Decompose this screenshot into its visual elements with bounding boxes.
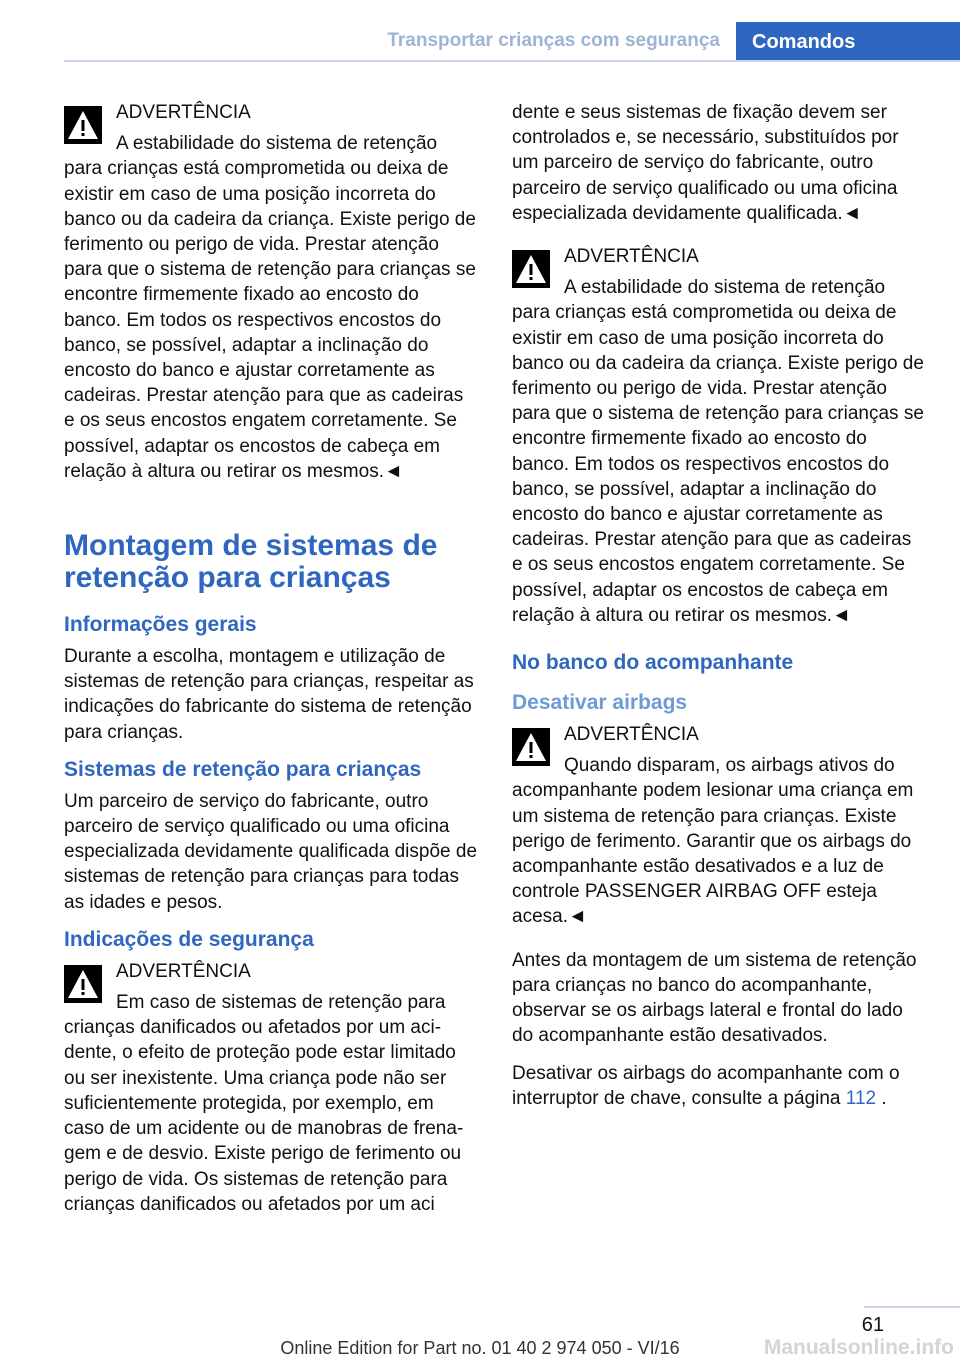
warning-icon	[512, 250, 550, 288]
paragraph-restraint-systems: Um parceiro de serviço do fabricante, outro parceiro de serviço qualificado ou uma oficina especializada devidamente qualificada dispõe de sistemas de retenção para crianças para todas as idades e pesos.	[64, 790, 478, 913]
paragraph-deactivate	[512, 1061, 926, 1111]
section-heading: Montagem de sistemas de retenção para crianças	[64, 529, 438, 595]
warning-icon	[64, 965, 102, 1003]
warning-block	[512, 244, 926, 628]
running-header-section: Transportar crianças com segurança	[387, 30, 720, 51]
subheading-passenger-seat: No banco do acompanhante	[512, 651, 794, 675]
header-rule	[64, 60, 960, 62]
warning-block	[64, 959, 478, 1217]
warning-title: ADVERTÊNCIA	[564, 724, 699, 746]
paragraph-deactivate-end: .	[876, 1087, 887, 1109]
warning-text: Em caso de sistemas de retenção para crianças danificados ou afetados por um acidente, o efeito de proteção pode estar limitado ou ser inexistente. Uma criança pode não ser suficientemente protegida, por exemplo, em caso de um acidente ou de manobras de frenagem e de desvio. Existe perigo de ferimento ou perigo de vida. Os sistemas de retenção para crianças danificados ou afetados por um aci	[64, 992, 464, 1215]
watermark: Manualsonline.info	[763, 1336, 954, 1359]
warning-icon	[64, 106, 102, 144]
warning-title: ADVERTÊNCIA	[116, 960, 251, 982]
paragraph-continuation: dente e seus sistemas de fixação devem ser controlados e, se necessário, substituídos por um parceiro de serviço do fabricante, outro parceiro de serviço qualificado ou uma oficina especializada devidamente qualificada.◄	[512, 102, 899, 224]
footer-edition: Online Edition for Part no. 01 40 2 974 050 - VI/16	[280, 1338, 680, 1358]
paragraph-deactivate-text: Desativar os airbags do acompanhante com o interruptor de chave, consulte a página	[512, 1062, 900, 1109]
warning-title: ADVERTÊNCIA	[564, 246, 699, 268]
subheading-safety-notes: Indicações de segurança	[64, 927, 314, 951]
footer-rule	[864, 1306, 960, 1308]
subheading-restraint-systems: Sistemas de retenção para crianças	[64, 757, 422, 781]
warning-title: ADVERTÊNCIA	[116, 102, 251, 123]
paragraph-general-info: Durante a escolha, montagem e utilização de sistemas de retenção para crianças, respeitar as indicações do fabricante do sistema de retenção para crianças.	[64, 646, 474, 743]
subheading-general-info: Informações gerais	[64, 613, 257, 637]
warning-block	[512, 722, 926, 930]
warning-text: A estabilidade do sistema de retenção para crianças está comprometida ou deixa de existir em caso de uma posição incorreta do banco ou da cadeira da criança. Existe perigo de ferimento ou perigo de vida. Prestar atenção para que o sistema de retenção para crianças se encontre firmemente fixado ao encosto do banco. Em todos os respectivos encostos do banco, se possível, adaptar a inclinação do encosto do banco e ajustar corretamente as cadeiras. Prestar atenção para que as cadeiras e os seus encostos engatem corretamente. Se possível, adaptar os encostos de cabeça em relação à altura ou retirar os mesmos.◄	[64, 133, 476, 482]
right-column	[512, 100, 926, 1123]
page-reference-link[interactable]: 112	[845, 1087, 877, 1109]
warning-block	[64, 100, 478, 484]
warning-text: Quando disparam, os airbags ativos do acompanhante podem lesionar uma criança em um sistema de retenção para crianças. Existe perigo de ferimento. Garantir que os airbags do acompanhante estão desativados e a luz de controle PASSENGER AIRBAG OFF esteja acesa.◄	[512, 755, 914, 928]
paragraph-before-mounting: Antes da montagem de um sistema de retenção para crianças no banco do acompanhante, observar se os airbags lateral e frontal do lado do acompanhante estão desativados.	[512, 949, 917, 1047]
left-column	[64, 100, 478, 1229]
page-number: 61	[861, 1314, 884, 1336]
chapter-tab: Comandos	[736, 22, 960, 62]
warning-icon	[512, 728, 550, 766]
warning-text: A estabilidade do sistema de retenção para crianças está comprometida ou deixa de existir em caso de uma posição incorreta do banco ou da cadeira da criança. Existe perigo de ferimento ou perigo de vida. Prestar atenção para que o sistema de retenção para crianças se encontre firmemente fixado ao encosto do banco. Em todos os respectivos encostos do banco, se possível, adaptar a inclinação do encosto do banco e ajustar corretamente as cadeiras. Prestar atenção para que as cadeiras e os seus encostos engatem corretamente. Se possível, adaptar os encostos de cabeça em relação à altura ou retirar os mesmos.◄	[512, 277, 924, 626]
subheading-deactivate-airbags: Desativar airbags	[512, 691, 688, 715]
